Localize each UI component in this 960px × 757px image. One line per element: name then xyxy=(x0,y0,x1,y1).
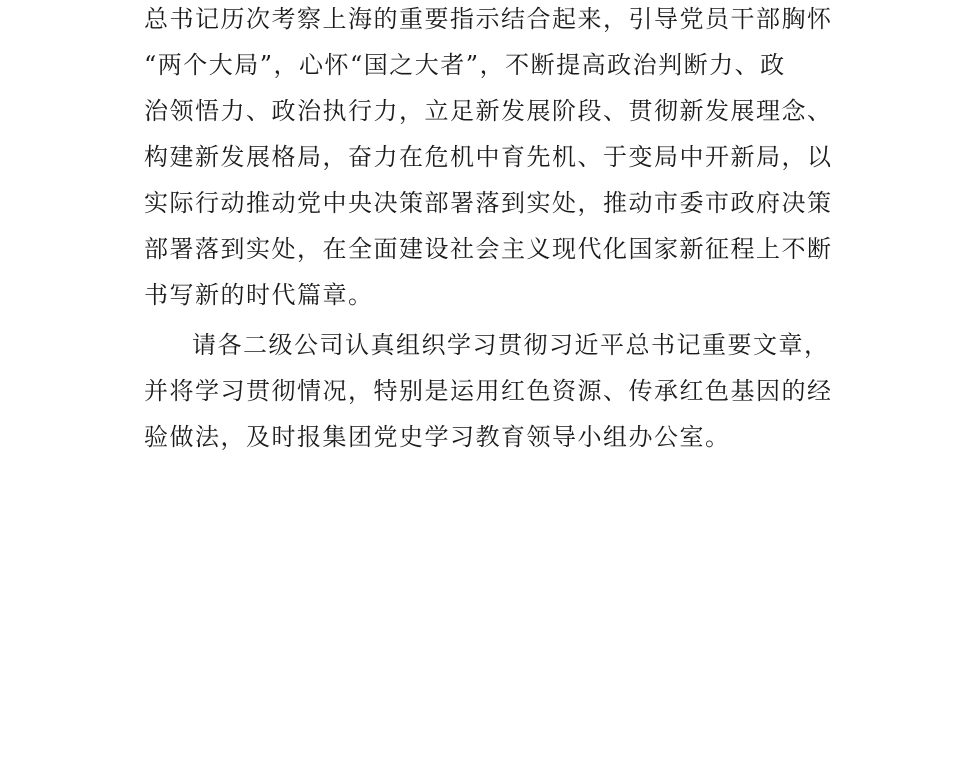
text-line: 实际行动推动党中央决策部署落到实处，推动市委市政府决策 xyxy=(144,189,833,217)
text-line: 总书记历次考察上海的重要指示结合起来，引导党员干部胸怀 xyxy=(144,5,833,33)
paragraph-2 xyxy=(144,326,844,464)
paragraph-1 xyxy=(144,0,844,322)
text-line: 验做法，及时报集团党史学习教育领导小组办公室。 xyxy=(144,423,731,451)
text-line: 并将学习贯彻情况，特别是运用红色资源、传承红色基因的经 xyxy=(144,377,833,405)
body-text xyxy=(144,0,844,464)
text-line: “两个大局”，心怀“国之大者”，不断提高政治判断力、政 xyxy=(144,51,786,79)
text-line: 请各二级公司认真组织学习贯彻习近平总书记重要文章， xyxy=(192,331,830,359)
text-line: 构建新发展格局，奋力在危机中育先机、于变局中开新局，以 xyxy=(144,143,833,171)
text-line: 部署落到实处，在全面建设社会主义现代化国家新征程上不断 xyxy=(144,235,833,263)
text-line: 治领悟力、政治执行力，立足新发展阶段、贯彻新发展理念、 xyxy=(144,97,833,125)
text-line: 书写新的时代篇章。 xyxy=(144,281,374,309)
